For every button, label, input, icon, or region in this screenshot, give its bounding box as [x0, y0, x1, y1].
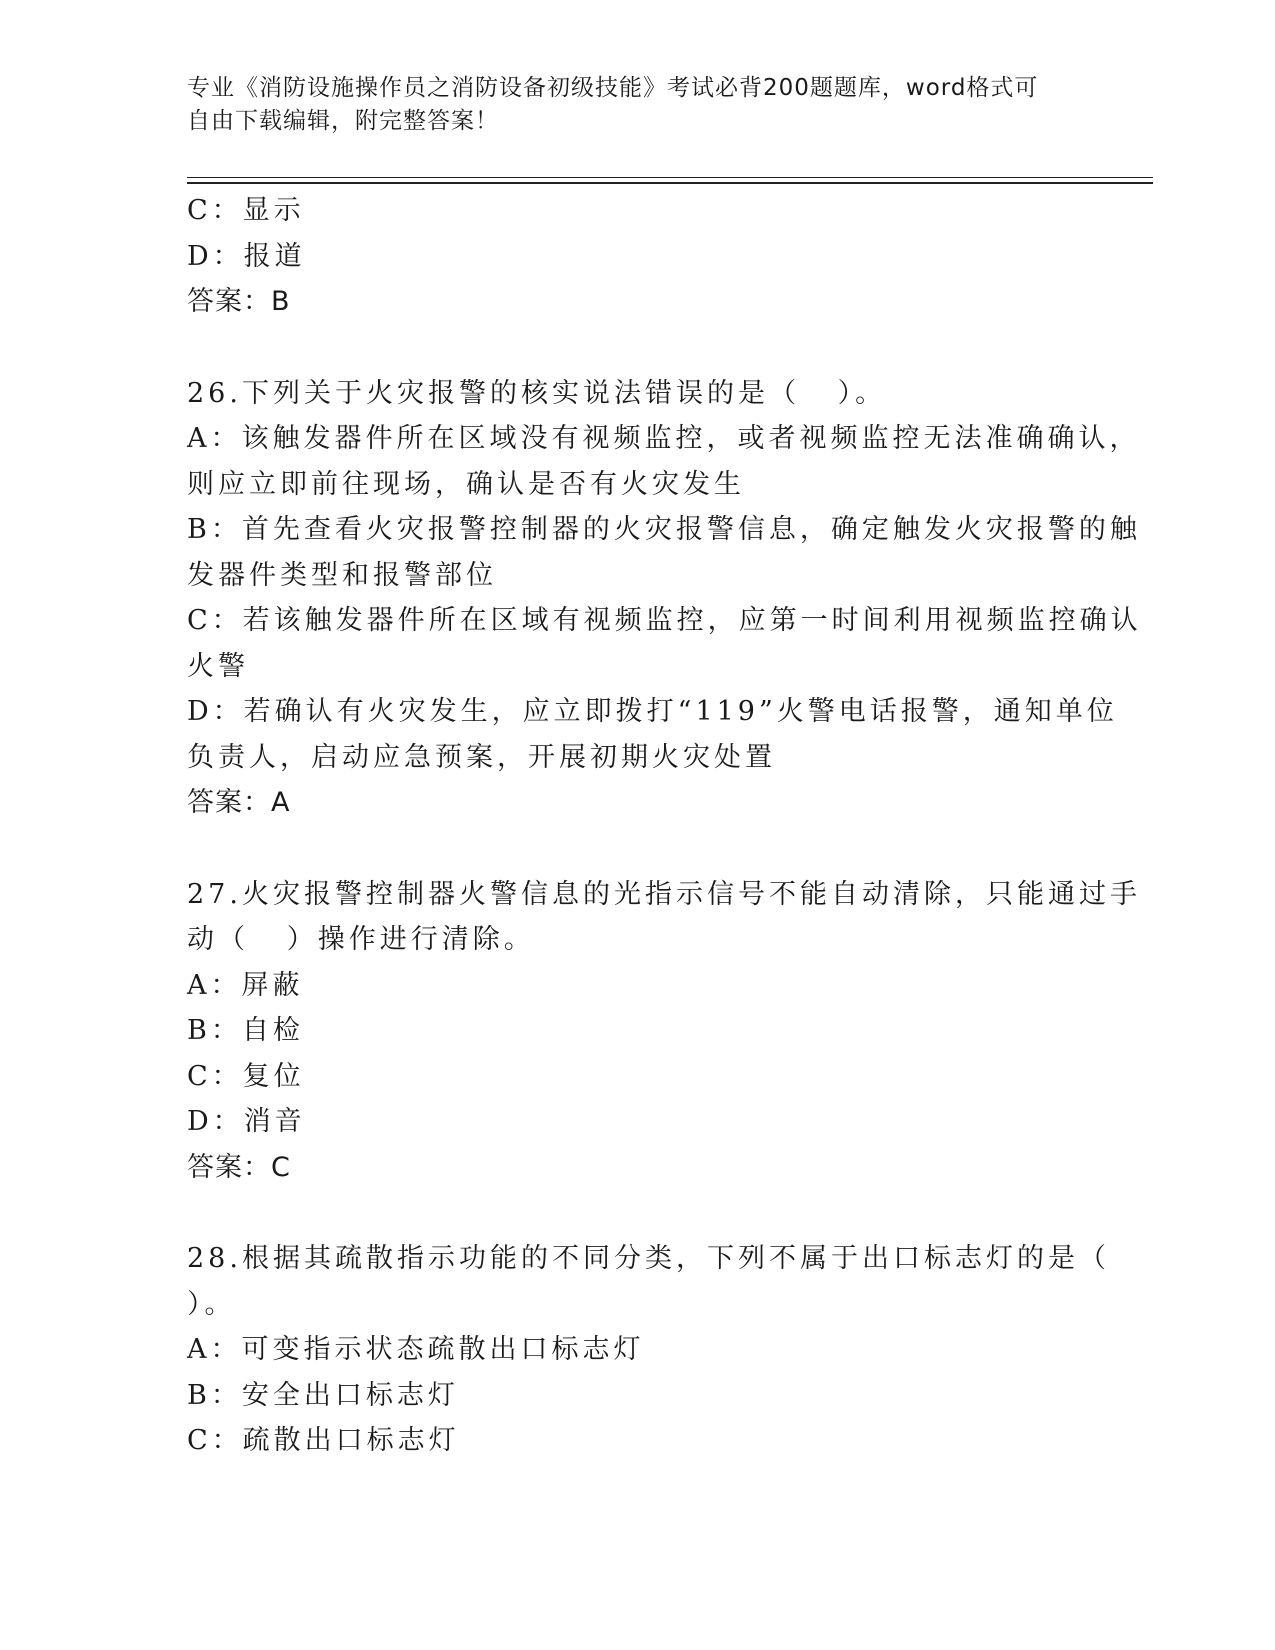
option-d: D：消音 — [187, 1106, 306, 1137]
option-b: B：自检 — [187, 1015, 304, 1046]
question-block-28 — [187, 1236, 1110, 1464]
question-block-26 — [187, 371, 1142, 826]
option-a-continued: 则应立即前往现场，确认是否有火灾发生 — [187, 468, 745, 500]
question-stem-continued: ）。 — [187, 1288, 236, 1320]
option-a: A：该触发器件所在区域没有视频监控，或者视频监控无法准确确认， — [187, 423, 1141, 454]
option-d-continued: 负责人，启动应急预案，开展初期火灾处置 — [187, 741, 776, 773]
option-c: C：显示 — [187, 195, 305, 226]
spacer — [187, 1190, 1087, 1236]
option-c: C：若该触发器件所在区域有视频监控，应第一时间利用视频监控确认 — [187, 605, 1142, 636]
spacer — [187, 325, 1087, 371]
option-a: A：可变指示状态疏散出口标志灯 — [187, 1334, 645, 1365]
option-a: A：屏蔽 — [187, 969, 304, 1001]
answer-line: 答案：B — [187, 286, 291, 317]
question-stem: 27.火灾报警控制器火警信息的光指示信号不能自动清除，只能通过手 — [187, 878, 1141, 910]
header-line-1: 专业《消防设施操作员之消防设备初级技能》考试必背200题题库，word格式可 — [187, 75, 1039, 101]
question-stem: 28.根据其疏散指示功能的不同分类，下列不属于出口标志灯的是（ — [187, 1243, 1110, 1274]
option-b: B：首先查看火灾报警控制器的火灾报警信息，确定触发火灾报警的触 — [187, 514, 1141, 545]
header-divider-thin — [187, 177, 1153, 178]
option-b-continued: 发器件类型和报警部位 — [187, 559, 497, 591]
question-block-27 — [187, 872, 1141, 1191]
question-stem-continued: 动（ ）操作进行清除。 — [187, 924, 535, 955]
option-d: D：若确认有火灾发生，应立即拨打“119”火警电话报警，通知单位 — [187, 696, 1118, 727]
document-body — [187, 188, 1142, 1464]
question-block-25 — [187, 188, 1087, 325]
header-line-2: 自由下载编辑，附完整答案！ — [187, 108, 499, 134]
option-c: C：疏散出口标志灯 — [187, 1425, 460, 1456]
answer-line: 答案：C — [187, 1151, 291, 1183]
option-c-continued: 火警 — [187, 650, 249, 682]
option-d: D：报道 — [187, 240, 306, 272]
option-b: B：安全出口标志灯 — [187, 1379, 459, 1411]
question-stem: 26.下列关于火灾报警的核实说法错误的是（ ）。 — [187, 377, 887, 409]
option-c: C：复位 — [187, 1060, 305, 1092]
answer-line: 答案：A — [187, 787, 291, 818]
spacer — [187, 826, 1087, 872]
header-divider-thick — [187, 182, 1153, 184]
document-header — [187, 72, 1067, 138]
